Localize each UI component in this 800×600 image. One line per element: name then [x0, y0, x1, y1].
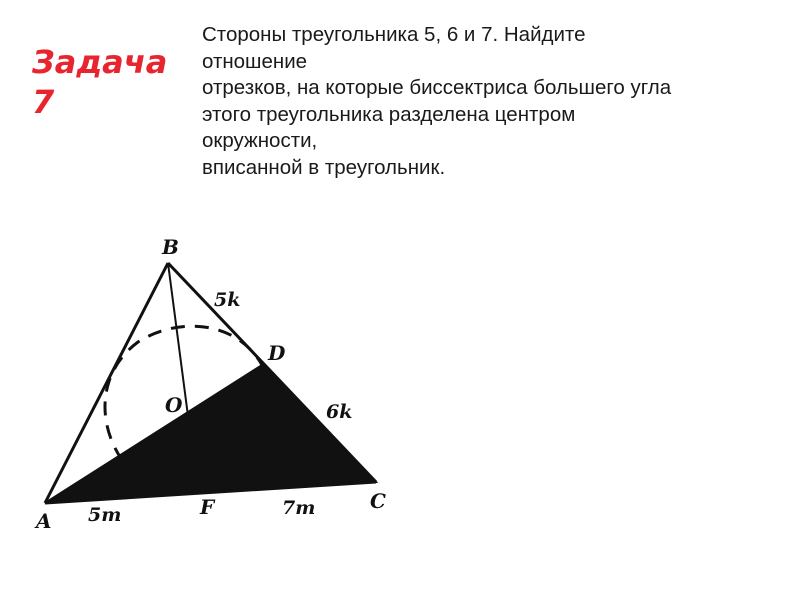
- problem-line: вписанной в треугольник.: [202, 155, 446, 179]
- problem-line: Стороны треугольника 5, 6 и 7. Найдите: [202, 23, 586, 46]
- problem-line: окружности,: [202, 129, 318, 152]
- point-label-f: F: [200, 495, 215, 519]
- point-label-b: B: [162, 235, 179, 259]
- point-label-c: C: [370, 489, 386, 513]
- segment-label-bd: 5k: [214, 289, 241, 311]
- segment-label-dc: 6k: [326, 401, 353, 423]
- point-label-o: O: [165, 393, 183, 417]
- shaded-triangle-adc: [45, 365, 376, 503]
- segment-label-fc: 7m: [282, 497, 316, 519]
- point-label-a: A: [36, 509, 52, 533]
- problem-line: отношение: [202, 49, 308, 73]
- problem-line: этого треугольника разделена центром: [202, 102, 576, 126]
- problem-line: отрезков, на которые биссектриса большего угла: [202, 76, 672, 99]
- segment-label-af: 5m: [88, 504, 122, 526]
- task-title: Задача 7: [32, 43, 168, 121]
- point-label-d: D: [268, 341, 286, 365]
